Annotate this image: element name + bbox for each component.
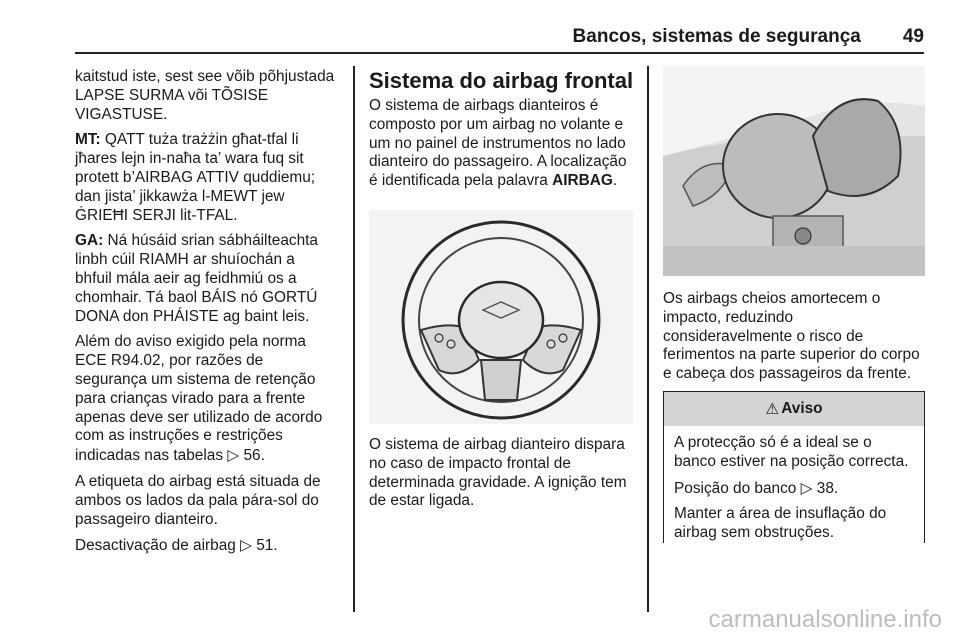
column-divider-left bbox=[353, 66, 355, 612]
paragraph-et-warning: kaitstud iste, sest see võib põhjustada LAPSE SURMA või TÕSISE VIGASTUSE. bbox=[75, 68, 335, 123]
warning-text-3: Manter a área de insuflação do airbag sem obstruções. bbox=[674, 505, 887, 542]
column-middle bbox=[369, 68, 637, 198]
paragraph-trigger: O sistema de airbag dianteiro dispara no caso de impacto frontal de determinada gravidade. A ignição tem de estar ligada. bbox=[369, 436, 627, 510]
steering-wheel-illustration bbox=[369, 210, 633, 424]
page-ref-link[interactable]: 38 bbox=[816, 479, 834, 497]
watermark: carmanualsonline.info bbox=[708, 606, 942, 633]
paragraph-label-location: A etiqueta do airbag está situada de ambos os lados da pala pára-sol do passageiro dianteiro. bbox=[75, 472, 321, 528]
column-divider-right bbox=[647, 66, 649, 612]
column-right bbox=[663, 290, 925, 391]
page-ref-link[interactable]: 56 bbox=[243, 447, 261, 465]
ref-arrow-icon: ▷ bbox=[800, 478, 813, 497]
lang-label-mt: MT: bbox=[75, 131, 101, 149]
warning-header bbox=[664, 392, 924, 426]
warning-triangle-icon: ⚠ bbox=[765, 400, 780, 418]
section-title: Bancos, sistemas de segurança bbox=[572, 26, 861, 47]
page-header bbox=[75, 26, 924, 48]
warning-box bbox=[663, 391, 925, 543]
steering-wheel-icon bbox=[369, 210, 633, 424]
page-number: 49 bbox=[902, 26, 924, 47]
paragraph-ece-note: Além do aviso exigido pela norma ECE R94.02, por razões de segurança um sistema de retenção para crianças virado para a frente apenas deve ser utilizado de acordo com as instruções e restrições indicadas nas tabelas ▷ 56. bbox=[75, 333, 323, 465]
lang-label-ga: GA: bbox=[75, 232, 104, 250]
dashboard-airbag-illustration bbox=[663, 66, 925, 276]
column-left bbox=[75, 68, 335, 563]
dashboard-airbag-icon bbox=[663, 66, 925, 276]
paragraph-deactivation: Desactivação de airbag ▷ 51. bbox=[75, 536, 278, 555]
warning-title: Aviso bbox=[781, 400, 823, 417]
paragraph-mt-warning: MT: QATT tuża trażżin għat-tfal li jħares lejn in-naħa ta’ wara fuq sit protett b’AIRBAG ATTIV quddiemu; dan jista’ jikkawża l-MEWT jew ĠRIEĦI SERJI lit-TFAL. bbox=[75, 131, 316, 224]
paragraph-ga-warning: GA: Ná húsáid srian sábháilteachta linbh cúil RIAMH ar shuíochán a bhfuil mála aeir ag feidhmiú os a chomhair. Tá baol BÁIS nó GORTÚ DONA don PHÁISTE ag baint leis. bbox=[75, 232, 318, 325]
paragraph-airbag-effect: Os airbags cheios amortecem o impacto, reduzindo consideravelmente o risco de ferimentos na parte superior do corpo e cabeça dos passageiros da frente. bbox=[663, 290, 920, 383]
ref-arrow-icon: ▷ bbox=[240, 536, 252, 555]
header-rule bbox=[75, 52, 924, 54]
warning-text-1: A protecção só é a ideal se o banco estiver na posição correcta. bbox=[674, 434, 909, 470]
warning-body bbox=[664, 426, 924, 543]
airbag-word: AIRBAG bbox=[552, 172, 613, 190]
ref-arrow-icon: ▷ bbox=[227, 446, 240, 465]
page-ref-link[interactable]: 51 bbox=[256, 537, 274, 555]
section-heading: Sistema do airbag frontal bbox=[369, 68, 634, 93]
warning-text-2: Posição do banco ▷ 38. bbox=[674, 478, 839, 497]
paragraph-intro: O sistema de airbags dianteiros é composto por um airbag no volante e um no painel de instrumentos no lado dianteiro do passageiro. A localização é identificada pela palavra AIRBAG. bbox=[369, 97, 627, 190]
